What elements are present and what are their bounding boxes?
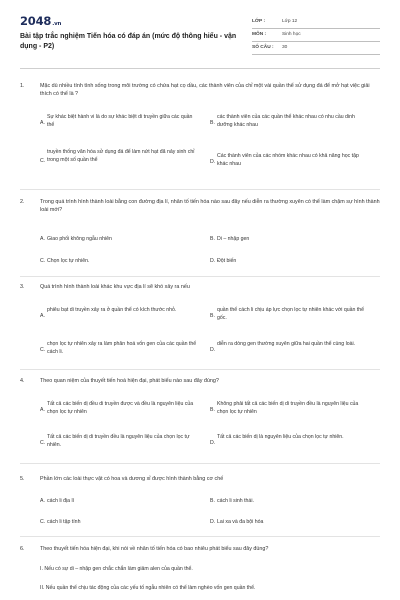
- meta-row-count: [252, 42, 380, 55]
- meta-label: SỐ CÂU :: [252, 44, 274, 50]
- question-number: 2.: [20, 199, 25, 205]
- question-text: Mặc dù nhiều tính tình sống trong môi trường có chứa hạt cọ dầu, các thành viên của chỉ một vài quần thể sử dụng đá để mở hạt việc giải thích có thể là ?: [40, 83, 370, 98]
- option-letter: A.: [40, 407, 45, 413]
- option-text: Tất cả các biến dị là nguyên liệu của chọn lọc tự nhiên.: [217, 434, 344, 440]
- question-text: Phần lớn các loài thực vật có hoa và dương xỉ được hình thành bằng cơ chế: [40, 476, 224, 482]
- question-number: 6.: [20, 546, 25, 552]
- option-text: chọn lọc tự nhiên xảy ra làm phân hoá vốn gen của các quần thể cách li.: [47, 341, 197, 356]
- question-number: 4.: [20, 378, 25, 384]
- option-text: Các thành viên của các nhóm khác nhau có khả năng học tập khác nhau: [217, 153, 359, 168]
- question-1: [20, 82, 380, 99]
- option-letter: A.: [40, 120, 45, 126]
- document-meta: [252, 16, 380, 55]
- meta-row-class: [252, 16, 380, 29]
- logo-suffix: .vn: [52, 21, 62, 27]
- option-letter: B.: [210, 313, 215, 319]
- document-title: Bài tập trắc nghiệm Tiến hóa có đáp án (mức độ thông hiểu - vận dụng - P2): [20, 33, 237, 51]
- option-letter: C.: [40, 440, 46, 446]
- question-3: [20, 283, 380, 291]
- option-text: Đột biến: [217, 258, 237, 264]
- question-stem: [20, 82, 380, 99]
- question-2: [20, 198, 380, 215]
- question-text: Quá trình hình thành loài khác khu vực địa lí sẽ khó xảy ra nếu: [40, 284, 190, 290]
- option-text: Giao phối không ngẫu nhiên: [47, 236, 112, 242]
- site-logo[interactable]: [20, 14, 61, 30]
- option-letter: B.: [210, 120, 215, 126]
- question-stem: [20, 198, 380, 215]
- question-4: [20, 377, 380, 385]
- option-text: các thành viên của các quần thể khác nhau có nhu cầu dinh dưỡng khác nhau: [217, 114, 355, 129]
- option-letter: C.: [40, 258, 46, 264]
- question-5: [20, 475, 380, 483]
- header: [20, 14, 380, 62]
- option-letter: A.: [40, 313, 45, 319]
- option-text: phiêu bạt di truyền xảy ra ở quần thể có kích thước nhỏ.: [47, 307, 177, 313]
- question-stem: [20, 283, 380, 291]
- option-text: Tất cả các biến dị di truyền đều là nguyên liệu của chọn lọc tự nhiên.: [47, 434, 190, 449]
- logo-text: 2048: [20, 14, 52, 28]
- meta-label: LỚP :: [252, 18, 266, 24]
- option-letter: A.: [40, 498, 45, 504]
- option-text: Sự khác biệt hành vi là do sự khác biệt di truyền giữa các quần thể: [47, 114, 193, 129]
- option-letter: D.: [210, 440, 216, 446]
- question-text: Trong quá trình hình thành loài bằng con đường địa lí, nhân tố tiến hóa nào sau đây nếu diễn ra thường xuyên có thể làm chậm sự hình thành loài mới?: [40, 199, 380, 214]
- question-6: [20, 545, 380, 553]
- question-stem: [20, 377, 380, 385]
- header-divider: [20, 68, 380, 69]
- question-number: 3.: [20, 284, 25, 290]
- option-letter: D.: [210, 347, 216, 353]
- option-text: Tất cả các biến dị đều di truyền được và đều là nguyên liệu của chọn lọc tự nhiên: [47, 401, 194, 416]
- option-text: cách li địa lí: [47, 498, 75, 504]
- option-text: Di – nhập gen: [217, 236, 250, 242]
- meta-value: Sinh học: [282, 31, 301, 37]
- option-text: Lai xa và đa bội hóa: [217, 519, 264, 525]
- statement-1: I. Nếu có sự di – nhập gen chắc chắn làm giảm alen của quần thể.: [40, 566, 193, 572]
- option-letter: B.: [210, 407, 215, 413]
- meta-label: MÔN :: [252, 31, 267, 37]
- option-letter: A.: [40, 236, 45, 242]
- option-text: Chọn lọc tự nhiên.: [47, 258, 90, 264]
- option-letter: D.: [210, 519, 216, 525]
- question-divider: [20, 369, 380, 370]
- option-letter: C.: [40, 158, 46, 164]
- question-text: Theo quan niệm của thuyết tiến hoá hiện đại, phát biểu nào sau đây đúng?: [40, 378, 219, 384]
- option-letter: D.: [210, 159, 216, 165]
- question-divider: [20, 536, 380, 537]
- option-text: diễn ra dòng gen thường xuyên giữa hai quần thể cùng loài.: [217, 341, 356, 347]
- option-text: truyền thống văn hóa sử dụng đá để làm nứt hạt đã nảy sinh chỉ trong một số quần thể: [47, 149, 195, 164]
- question-divider: [20, 276, 380, 277]
- statement-2: II. Nếu quần thể chịu tác động của các yếu tố ngẫu nhiên có thể làm nghèo vốn gen quần thể.: [40, 585, 256, 591]
- question-stem: [20, 475, 380, 483]
- meta-value: 30: [282, 44, 288, 50]
- option-letter: C.: [40, 519, 46, 525]
- option-letter: B.: [210, 236, 215, 242]
- option-letter: D.: [210, 258, 216, 264]
- question-stem: [20, 545, 380, 553]
- option-text: cách li tập tính: [47, 519, 81, 525]
- question-number: 1.: [20, 83, 25, 89]
- question-number: 5.: [20, 476, 25, 482]
- question-divider: [20, 463, 380, 464]
- question-text: Theo thuyết tiến hóa hiện đại, khi nói về nhân tố tiến hóa có bao nhiêu phát biểu sau đây đúng?: [40, 546, 269, 552]
- option-text: quần thể cách li chịu áp lực chọn lọc tự nhiên khác với quần thể gốc.: [217, 307, 365, 322]
- option-text: cách li sinh thái.: [217, 498, 254, 504]
- question-divider: [20, 189, 380, 190]
- meta-row-subject: [252, 29, 380, 42]
- meta-value: Lớp 12: [282, 18, 298, 24]
- option-text: Không phải tất cả các biến dị di truyền đều là nguyên liệu của chọn lọc tự nhiên: [217, 401, 359, 416]
- option-letter: B.: [210, 498, 215, 504]
- option-letter: C.: [40, 347, 46, 353]
